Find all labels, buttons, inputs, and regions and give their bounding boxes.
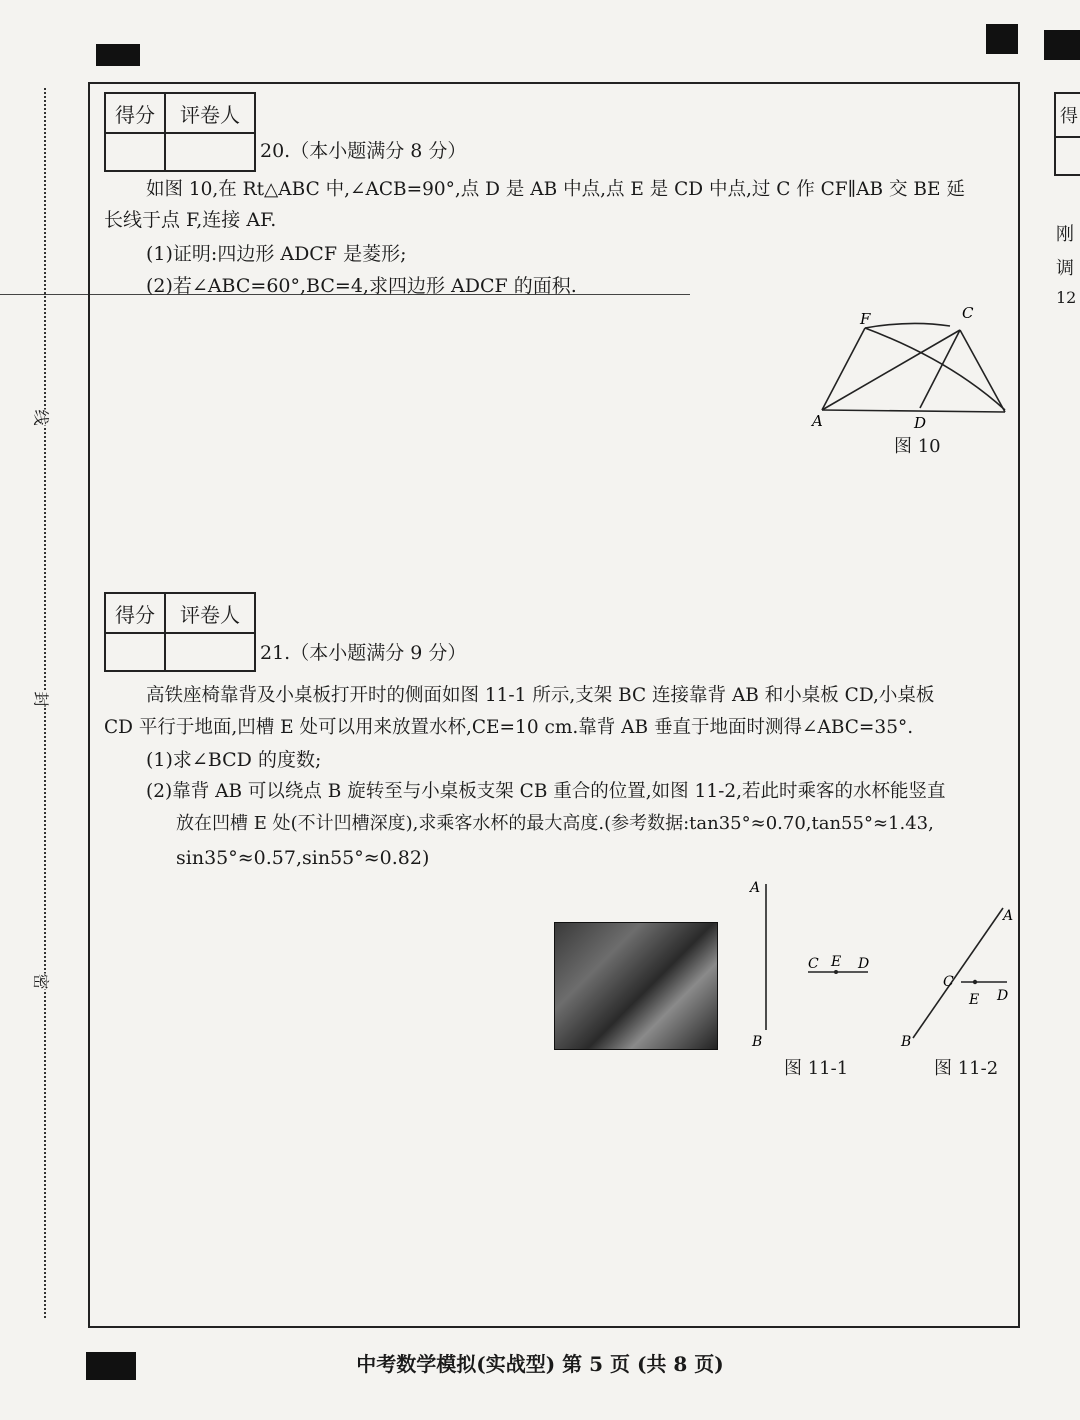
fig11-2-label-a: A — [1003, 908, 1014, 924]
fig11-1-label-e: E — [831, 954, 842, 970]
q20-line-1: 如图 10,在 Rt△ABC 中,∠ACB=90°,点 D 是 AB 中点,点 E 是 CD 中点,过 C 作 CF∥AB 交 BE 延 — [146, 179, 965, 200]
fig11-1-label-d: D — [858, 956, 870, 972]
segment-cb — [960, 330, 1005, 412]
q20-score-table — [104, 92, 256, 172]
fig11-1-point-e — [834, 970, 838, 974]
fig11-1-label-a: A — [750, 880, 761, 896]
q20-score-cell — [105, 133, 165, 171]
q20-grader-cell — [165, 133, 255, 171]
q20-line-4: (2)若∠ABC=60°,BC=4,求四边形 ADCF 的面积. — [146, 275, 577, 297]
q21-header: 21.（本小题满分 9 分） — [260, 642, 467, 664]
figure-11-1 — [740, 872, 880, 1052]
fig10-label-a: A — [812, 412, 823, 430]
registration-mark-far-right — [1044, 30, 1080, 60]
figure-11-1-caption: 图 11-1 — [784, 1058, 849, 1079]
q21-line-3: (1)求∠BCD 的度数; — [146, 749, 322, 771]
binding-label-secret: 密 — [29, 973, 56, 989]
adjacent-text-1: 刚 — [1056, 224, 1074, 245]
q20-line-3: (1)证明:四边形 ADCF 是菱形; — [146, 243, 407, 265]
figure-10 — [800, 300, 1020, 440]
q20-header: 20.（本小题满分 8 分） — [260, 140, 467, 162]
adjacent-text-3: 12 — [1056, 288, 1077, 307]
page-footer: 中考数学模拟(实战型) 第 5 页 (共 8 页) — [356, 1352, 724, 1376]
q21-score-cell — [105, 633, 165, 671]
segment-ab — [822, 410, 1005, 412]
q20-score-label: 得分 — [105, 93, 165, 133]
fig11-2-segment-ba — [913, 908, 1003, 1038]
fig10-label-c: C — [962, 304, 974, 322]
q20-grader-label: 评卷人 — [165, 93, 255, 133]
seat-photo — [554, 922, 718, 1050]
q20-line-2: 长线于点 F,连接 AF. — [104, 209, 277, 231]
figure-11-2 — [895, 900, 1020, 1052]
fig11-1-label-b: B — [752, 1034, 763, 1050]
binding-label-seal: 封 — [29, 691, 56, 707]
q21-line-5: 放在凹槽 E 处(不计凹槽深度),求乘客水杯的最大高度.(参考数据:tan35°≈0.70,tan55°≈1.43, — [176, 813, 934, 834]
fig11-2-label-d: D — [997, 988, 1009, 1004]
fig11-2-label-c: C — [943, 974, 954, 990]
adjacent-table-fragment — [1054, 92, 1080, 176]
adjacent-page-strip — [1046, 70, 1080, 1340]
q21-score-label: 得分 — [105, 593, 165, 633]
registration-mark-top-right — [986, 24, 1018, 54]
fig10-label-f: F — [860, 310, 871, 328]
segment-fb — [865, 328, 1005, 410]
fig11-1-label-c: C — [808, 956, 819, 972]
q21-score-table — [104, 592, 256, 672]
q21-grader-cell — [165, 633, 255, 671]
registration-mark-top-left — [96, 44, 140, 66]
adjacent-text-2: 调 — [1056, 258, 1074, 279]
fig10-label-d: D — [914, 414, 927, 432]
q21-grader-label: 评卷人 — [165, 593, 255, 633]
q21-line-4: (2)靠背 AB 可以绕点 B 旋转至与小桌板支架 CB 重合的位置,如图 11-2,若此时乘客的水杯能竖直 — [146, 781, 946, 802]
fig11-2-label-e: E — [969, 992, 980, 1008]
fig11-2-point-e — [973, 980, 977, 984]
q21-line-6: sin35°≈0.57,sin55°≈0.82) — [176, 847, 430, 869]
figure-11-2-caption: 图 11-2 — [934, 1058, 999, 1079]
segment-fc — [865, 323, 950, 328]
fig11-2-label-b: B — [901, 1034, 912, 1050]
adjacent-table-label: 得 — [1056, 94, 1080, 138]
figure-10-caption: 图 10 — [894, 436, 941, 457]
binding-label-line: 线 — [29, 409, 56, 425]
q21-line-2: CD 平行于地面,凹槽 E 处可以用来放置水杯,CE=10 cm.靠背 AB 垂直于地面时测得∠ABC=35°. — [104, 717, 914, 738]
q21-line-1: 高铁座椅靠背及小桌板打开时的侧面如图 11-1 所示,支架 BC 连接靠背 AB 和小桌板 CD,小桌板 — [146, 685, 935, 706]
